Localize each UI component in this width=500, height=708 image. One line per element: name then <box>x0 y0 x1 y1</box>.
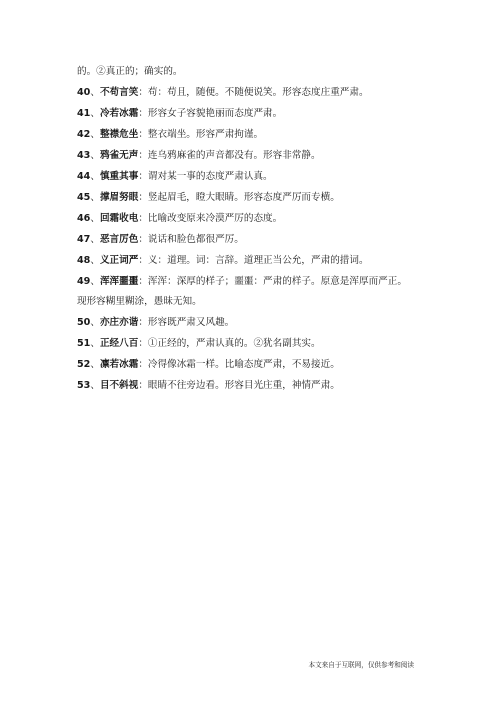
entry-definition: ：①正经的，严肃认真的。②犹名副其实。 <box>138 338 321 349</box>
entry-definition: ：连乌鸦麻雀的声音都没有。形容非常静。 <box>138 150 321 161</box>
entry-definition: ：说话和脸色都很严厉。 <box>138 234 244 245</box>
entry-definition: ：比喻改变原来冷漠严厉的态度。 <box>138 213 283 224</box>
entry-number: 45 <box>77 192 91 203</box>
entry-43 <box>77 150 321 162</box>
entry-dot: 、 <box>90 338 100 349</box>
entry-number: 43 <box>77 150 91 161</box>
entry-definition: ：竖起眉毛，瞪大眼睛。形容态度严厉而专横。 <box>138 192 340 203</box>
entry-dot: 、 <box>90 150 100 161</box>
entry-number: 42 <box>77 129 91 140</box>
entry-48 <box>77 255 369 267</box>
entry-dot: 、 <box>90 255 100 266</box>
entry-number: 48 <box>77 255 91 266</box>
entry-41 <box>77 108 282 120</box>
entry-46 <box>77 213 282 225</box>
entry-53 <box>77 380 340 392</box>
entry-42 <box>77 129 263 141</box>
entry-number: 44 <box>77 171 91 182</box>
entry-45 <box>77 192 340 204</box>
entry-number: 51 <box>77 338 91 349</box>
entry-term: 撑眉努眼 <box>99 192 139 203</box>
entry-dot: 、 <box>90 317 100 328</box>
entry-dot: 、 <box>90 276 100 287</box>
entry-term: 正经八百 <box>99 338 139 349</box>
entry-dot: 、 <box>90 234 100 245</box>
entry-number: 52 <box>77 359 91 370</box>
entry-47 <box>77 234 244 246</box>
entry-number: 40 <box>77 87 91 98</box>
entry-dot: 、 <box>90 171 100 182</box>
entry-number: 49 <box>77 276 91 287</box>
entry-dot: 、 <box>90 359 100 370</box>
entry-term: 鸦雀无声 <box>99 150 139 161</box>
entry-term: 亦庄亦谐 <box>99 317 139 328</box>
entry-number: 50 <box>77 317 91 328</box>
entry-40 <box>77 87 369 99</box>
entry-definition: ：苟：苟且，随便。不随便说笑。形容态度庄重严肃。 <box>138 87 369 98</box>
entry-term: 义正词严 <box>99 255 139 266</box>
entry-dot: 、 <box>90 192 100 203</box>
entry-term: 凛若冰霜 <box>99 359 139 370</box>
entry-term: 整襟危坐 <box>99 129 139 140</box>
entry-number: 41 <box>77 108 91 119</box>
entry-51 <box>77 338 321 350</box>
entry-dot: 、 <box>90 380 100 391</box>
entry-49 <box>77 276 407 288</box>
continuation-line: 的。②真正的；确实的。 <box>77 66 183 77</box>
entry-definition: ：浑浑：深厚的样子；噩噩：严肃的样子。原意是浑厚而严正。 <box>138 276 407 287</box>
entry-term: 浑浑噩噩 <box>99 276 139 287</box>
entry-number: 47 <box>77 234 91 245</box>
entry-definition: ：形容既严肃又风趣。 <box>138 317 235 328</box>
entry-dot: 、 <box>90 213 100 224</box>
entry-52 <box>77 359 340 371</box>
entry-definition: ：形容女子容貌艳丽而态度严肃。 <box>138 108 283 119</box>
entry-definition: ：谓对某一事的态度严肃认真。 <box>138 171 273 182</box>
entry-term: 目不斜视 <box>99 380 139 391</box>
entry-49-continuation: 现形容糊里糊涂，愚昧无知。 <box>77 296 202 307</box>
entry-dot: 、 <box>90 129 100 140</box>
entry-term: 回霜收电 <box>99 213 139 224</box>
entry-definition: ：冷得像冰霜一样。比喻态度严肃，不易接近。 <box>138 359 340 370</box>
entry-term: 不苟言笑 <box>99 87 139 98</box>
entry-number: 53 <box>77 380 91 391</box>
entry-definition: ：整衣端坐。形容严肃拘谨。 <box>138 129 264 140</box>
footer-note: 本文来自于互联网，仅供参考和阅读 <box>308 661 414 669</box>
entry-term: 慎重其事 <box>99 171 139 182</box>
entry-dot: 、 <box>90 87 100 98</box>
entry-term: 恶言厉色 <box>99 234 139 245</box>
entry-44 <box>77 171 273 183</box>
entry-dot: 、 <box>90 108 100 119</box>
entry-50 <box>77 317 234 329</box>
entry-number: 46 <box>77 213 91 224</box>
entry-term: 冷若冰霜 <box>99 108 139 119</box>
entry-definition: ：义：道理。词：言辞。道理正当公允，严肃的措词。 <box>138 255 369 266</box>
entry-definition: ：眼睛不往旁边看。形容目光庄重，神情严肃。 <box>138 380 340 391</box>
